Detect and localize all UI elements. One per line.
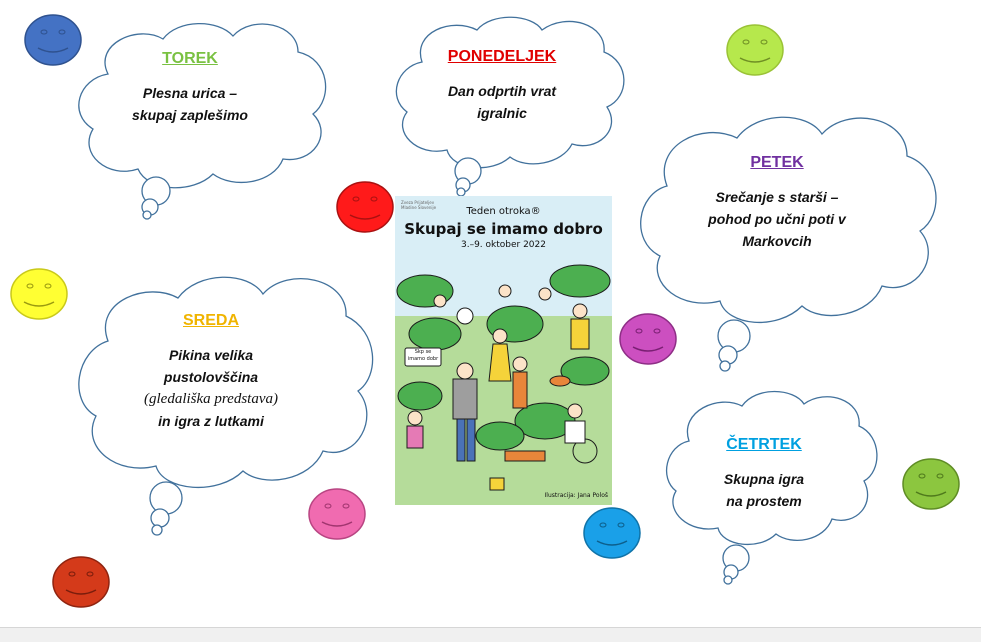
poster-event: Teden otroka® [466,206,541,217]
poster-slogan: Skupaj se imamo dobro [404,220,603,238]
day-title-cetrtek: ČETRTEK [726,436,802,453]
text-line: skupaj zaplešimo [132,107,248,123]
smiley-magenta-icon [619,313,677,365]
smiley-cyan-icon [583,507,641,559]
day-title-torek: TOREK [162,50,218,67]
text-line: Markovcih [742,233,812,249]
text-line: na prostem [726,493,802,509]
cloud-text-petek [672,186,882,252]
bottom-scroll-area [0,627,981,642]
poster-credit: Ilustracija: Jana Pološ [544,492,608,499]
day-title-ponedeljek: PONEDELJEK [447,48,557,65]
day-title-sreda: SREDA [182,312,239,329]
cloud-petek [632,106,942,376]
cloud-text-cetrtek [664,468,864,512]
cloud-ponedeljek [392,12,628,196]
smiley-pink-icon [308,488,366,540]
text-line: Srečanje s starši – [715,189,839,205]
day-title-petek: PETEK [750,154,804,171]
smiley-yellow-icon [10,268,68,320]
smiley-red-icon [336,181,394,233]
cloud-text-ponedeljek [392,80,612,124]
cloud-cetrtek [664,386,878,586]
smiley-blue-icon [24,14,82,66]
text-line: Plesna urica – [142,85,238,101]
text-line: Skupna igra [723,471,805,487]
text-line: in igra z lutkami [158,413,264,429]
poster-publisher: Zveza Prijateljev Mladine Slovenije [401,200,437,210]
poster-image [395,196,612,505]
poster-dates: 3.–9. oktober 2022 [460,240,546,250]
text-line: igralnic [477,105,527,121]
cloud-torek [68,14,332,220]
smiley-lime-icon [726,24,784,76]
text-line: (gledališka predstava) [144,391,278,407]
smiley-darkred-icon [52,556,110,608]
poster-sign: Skp se imamo dobr [407,349,439,362]
text-line: pohod po učni poti v [708,211,846,227]
cloud-text-sreda [108,344,314,432]
text-line: pustolovščina [163,369,259,385]
cloud-text-torek [78,82,302,126]
smiley-green-icon [902,458,960,510]
text-line: Pikina velika [168,347,254,363]
text-line: Dan odprtih vrat [447,83,557,99]
